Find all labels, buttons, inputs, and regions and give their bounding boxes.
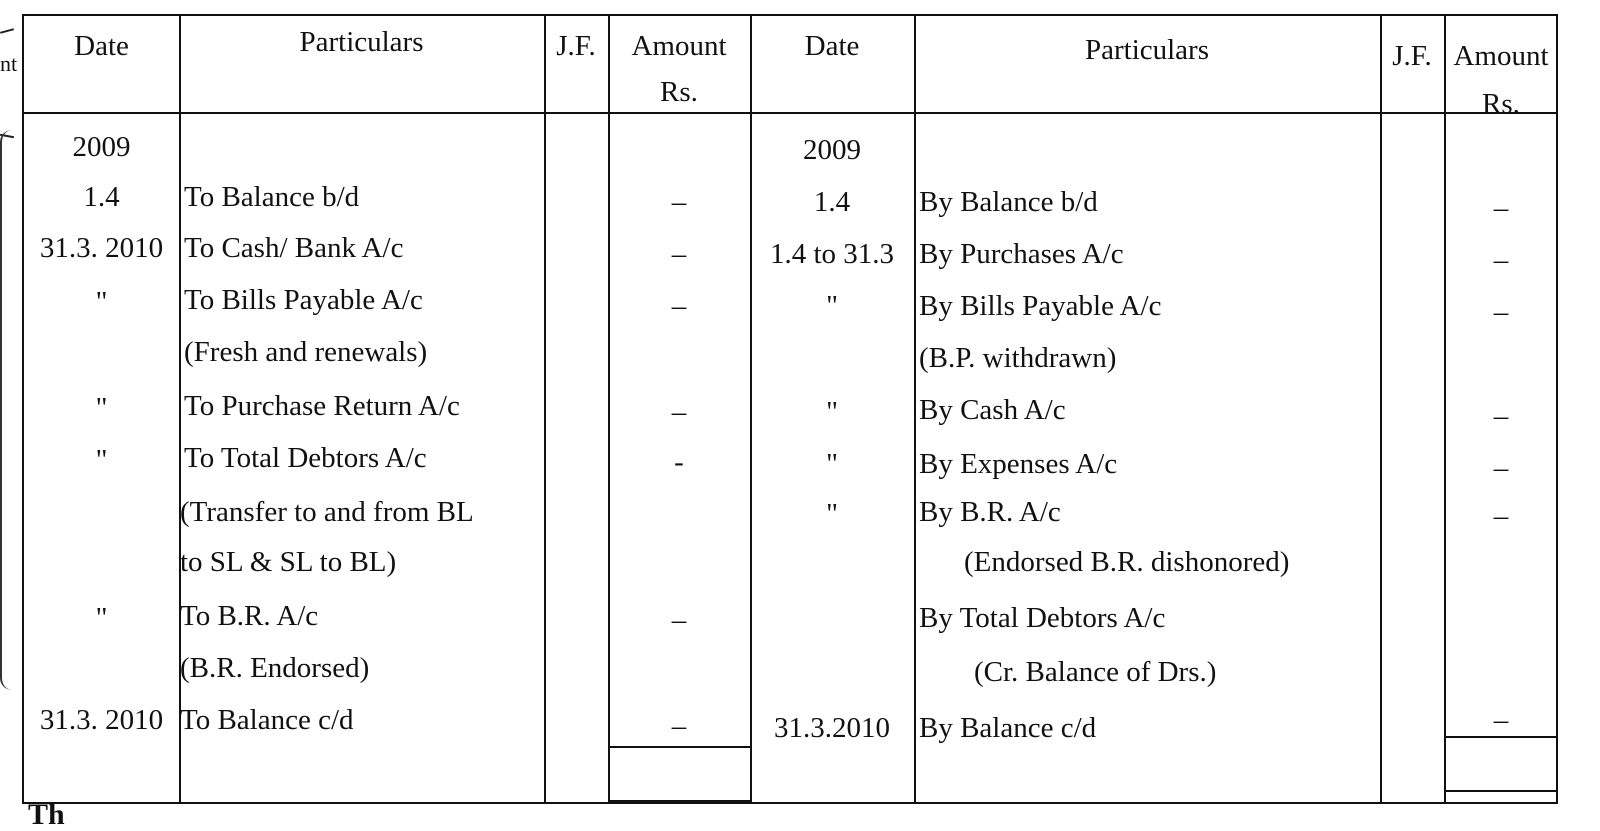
debit-row-date: " [95, 602, 108, 634]
debit-total-box [608, 746, 752, 802]
credit-row-date: " [826, 498, 838, 530]
credit-row-particulars: By B.R. A/c [919, 496, 1061, 528]
debit-row-amount: - [674, 446, 684, 478]
credit-row-date: 2009 [803, 134, 861, 166]
debit-row-particulars: (Fresh and renewals) [184, 336, 428, 368]
page-edge-curve [0, 130, 16, 690]
credit-jf-header: J.F. [1392, 40, 1432, 72]
credit-row-amount: – [1493, 452, 1509, 484]
debit-row-date: 1.4 [83, 181, 120, 213]
credit-row-amount: – [1493, 400, 1509, 432]
margin-text: nt [0, 51, 18, 76]
debit-row-amount: – [671, 238, 687, 270]
credit-row-date: 1.4 [813, 186, 851, 218]
debit-row-amount: – [671, 186, 687, 218]
debit-row-particulars: To Balance c/d [180, 704, 354, 736]
debit-row-particulars: to SL & SL to BL) [180, 546, 397, 578]
debit-row-date: " [95, 392, 108, 424]
header-divider [24, 112, 1556, 114]
debit-amount-header: Amount [631, 30, 727, 62]
debit-row-date: 2009 [72, 131, 131, 163]
debit-row-date: 31.3. 2010 [39, 232, 164, 264]
credit-row-particulars: By Balance b/d [919, 186, 1098, 218]
credit-row-particulars: By Purchases A/c [919, 238, 1124, 270]
margin-mark-top [0, 28, 14, 34]
debit-row-date: 31.3. 2010 [39, 704, 164, 736]
credit-row-particulars: By Expenses A/c [919, 448, 1118, 480]
debit-row-amount: – [671, 604, 687, 636]
debit-particulars-header: Particulars [299, 26, 424, 58]
credit-row-date: " [826, 290, 838, 322]
debit-jf-header: J.F. [556, 30, 596, 62]
credit-row-date: 31.3.2010 [774, 712, 890, 744]
credit-row-amount: – [1493, 296, 1509, 328]
debit-row-amount: – [671, 290, 687, 322]
debit-date-header: Date [74, 30, 129, 62]
debit-row-amount: – [671, 710, 687, 742]
credit-row-date: 1.4 to 31.3 [769, 238, 895, 270]
credit-row-particulars: By Bills Payable A/c [919, 290, 1162, 322]
credit-row-date: " [826, 448, 838, 480]
col-divider-debit-particulars [544, 16, 546, 802]
credit-particulars-header: Particulars [1084, 34, 1209, 66]
col-divider-debit-date [179, 16, 181, 802]
debit-row-particulars: To Total Debtors A/c [184, 442, 427, 474]
credit-date-header: Date [804, 30, 860, 62]
credit-row-date: " [826, 396, 838, 428]
debit-row-amount: – [671, 396, 687, 428]
debit-row-particulars: To Purchase Return A/c [184, 390, 460, 422]
credit-row-particulars: (Cr. Balance of Drs.) [974, 656, 1217, 688]
footer-text: Th [28, 798, 65, 831]
credit-total-box [1444, 736, 1558, 792]
debit-row-particulars: To B.R. A/c [180, 600, 319, 632]
debit-row-date: " [95, 286, 108, 318]
debit-row-date: " [95, 444, 108, 476]
credit-row-particulars: By Cash A/c [919, 394, 1066, 426]
credit-row-particulars: (Endorsed B.R. dishonored) [964, 546, 1290, 578]
debit-amount-unit-header: Rs. [660, 76, 698, 108]
credit-row-amount: – [1493, 500, 1509, 532]
debit-row-particulars: To Cash/ Bank A/c [184, 232, 404, 264]
debit-row-particulars: (Transfer to and from BL [180, 496, 474, 528]
debit-row-particulars: (B.R. Endorsed) [180, 652, 370, 684]
debit-row-particulars: To Bills Payable A/c [184, 284, 423, 316]
col-divider-credit-date [914, 16, 916, 802]
credit-row-particulars: (B.P. withdrawn) [919, 342, 1117, 374]
credit-row-particulars: By Balance c/d [919, 712, 1097, 744]
credit-row-particulars: By Total Debtors A/c [919, 602, 1166, 634]
credit-row-amount: – [1493, 192, 1509, 224]
credit-row-amount: – [1493, 244, 1509, 276]
credit-amount-header: Amount [1453, 40, 1549, 72]
col-divider-credit-particulars [1380, 16, 1382, 802]
credit-row-amount: – [1493, 704, 1509, 736]
debit-row-particulars: To Balance b/d [184, 181, 360, 213]
credit-amount-unit-header: Rs. [1482, 88, 1520, 120]
ledger-table [22, 14, 1558, 804]
